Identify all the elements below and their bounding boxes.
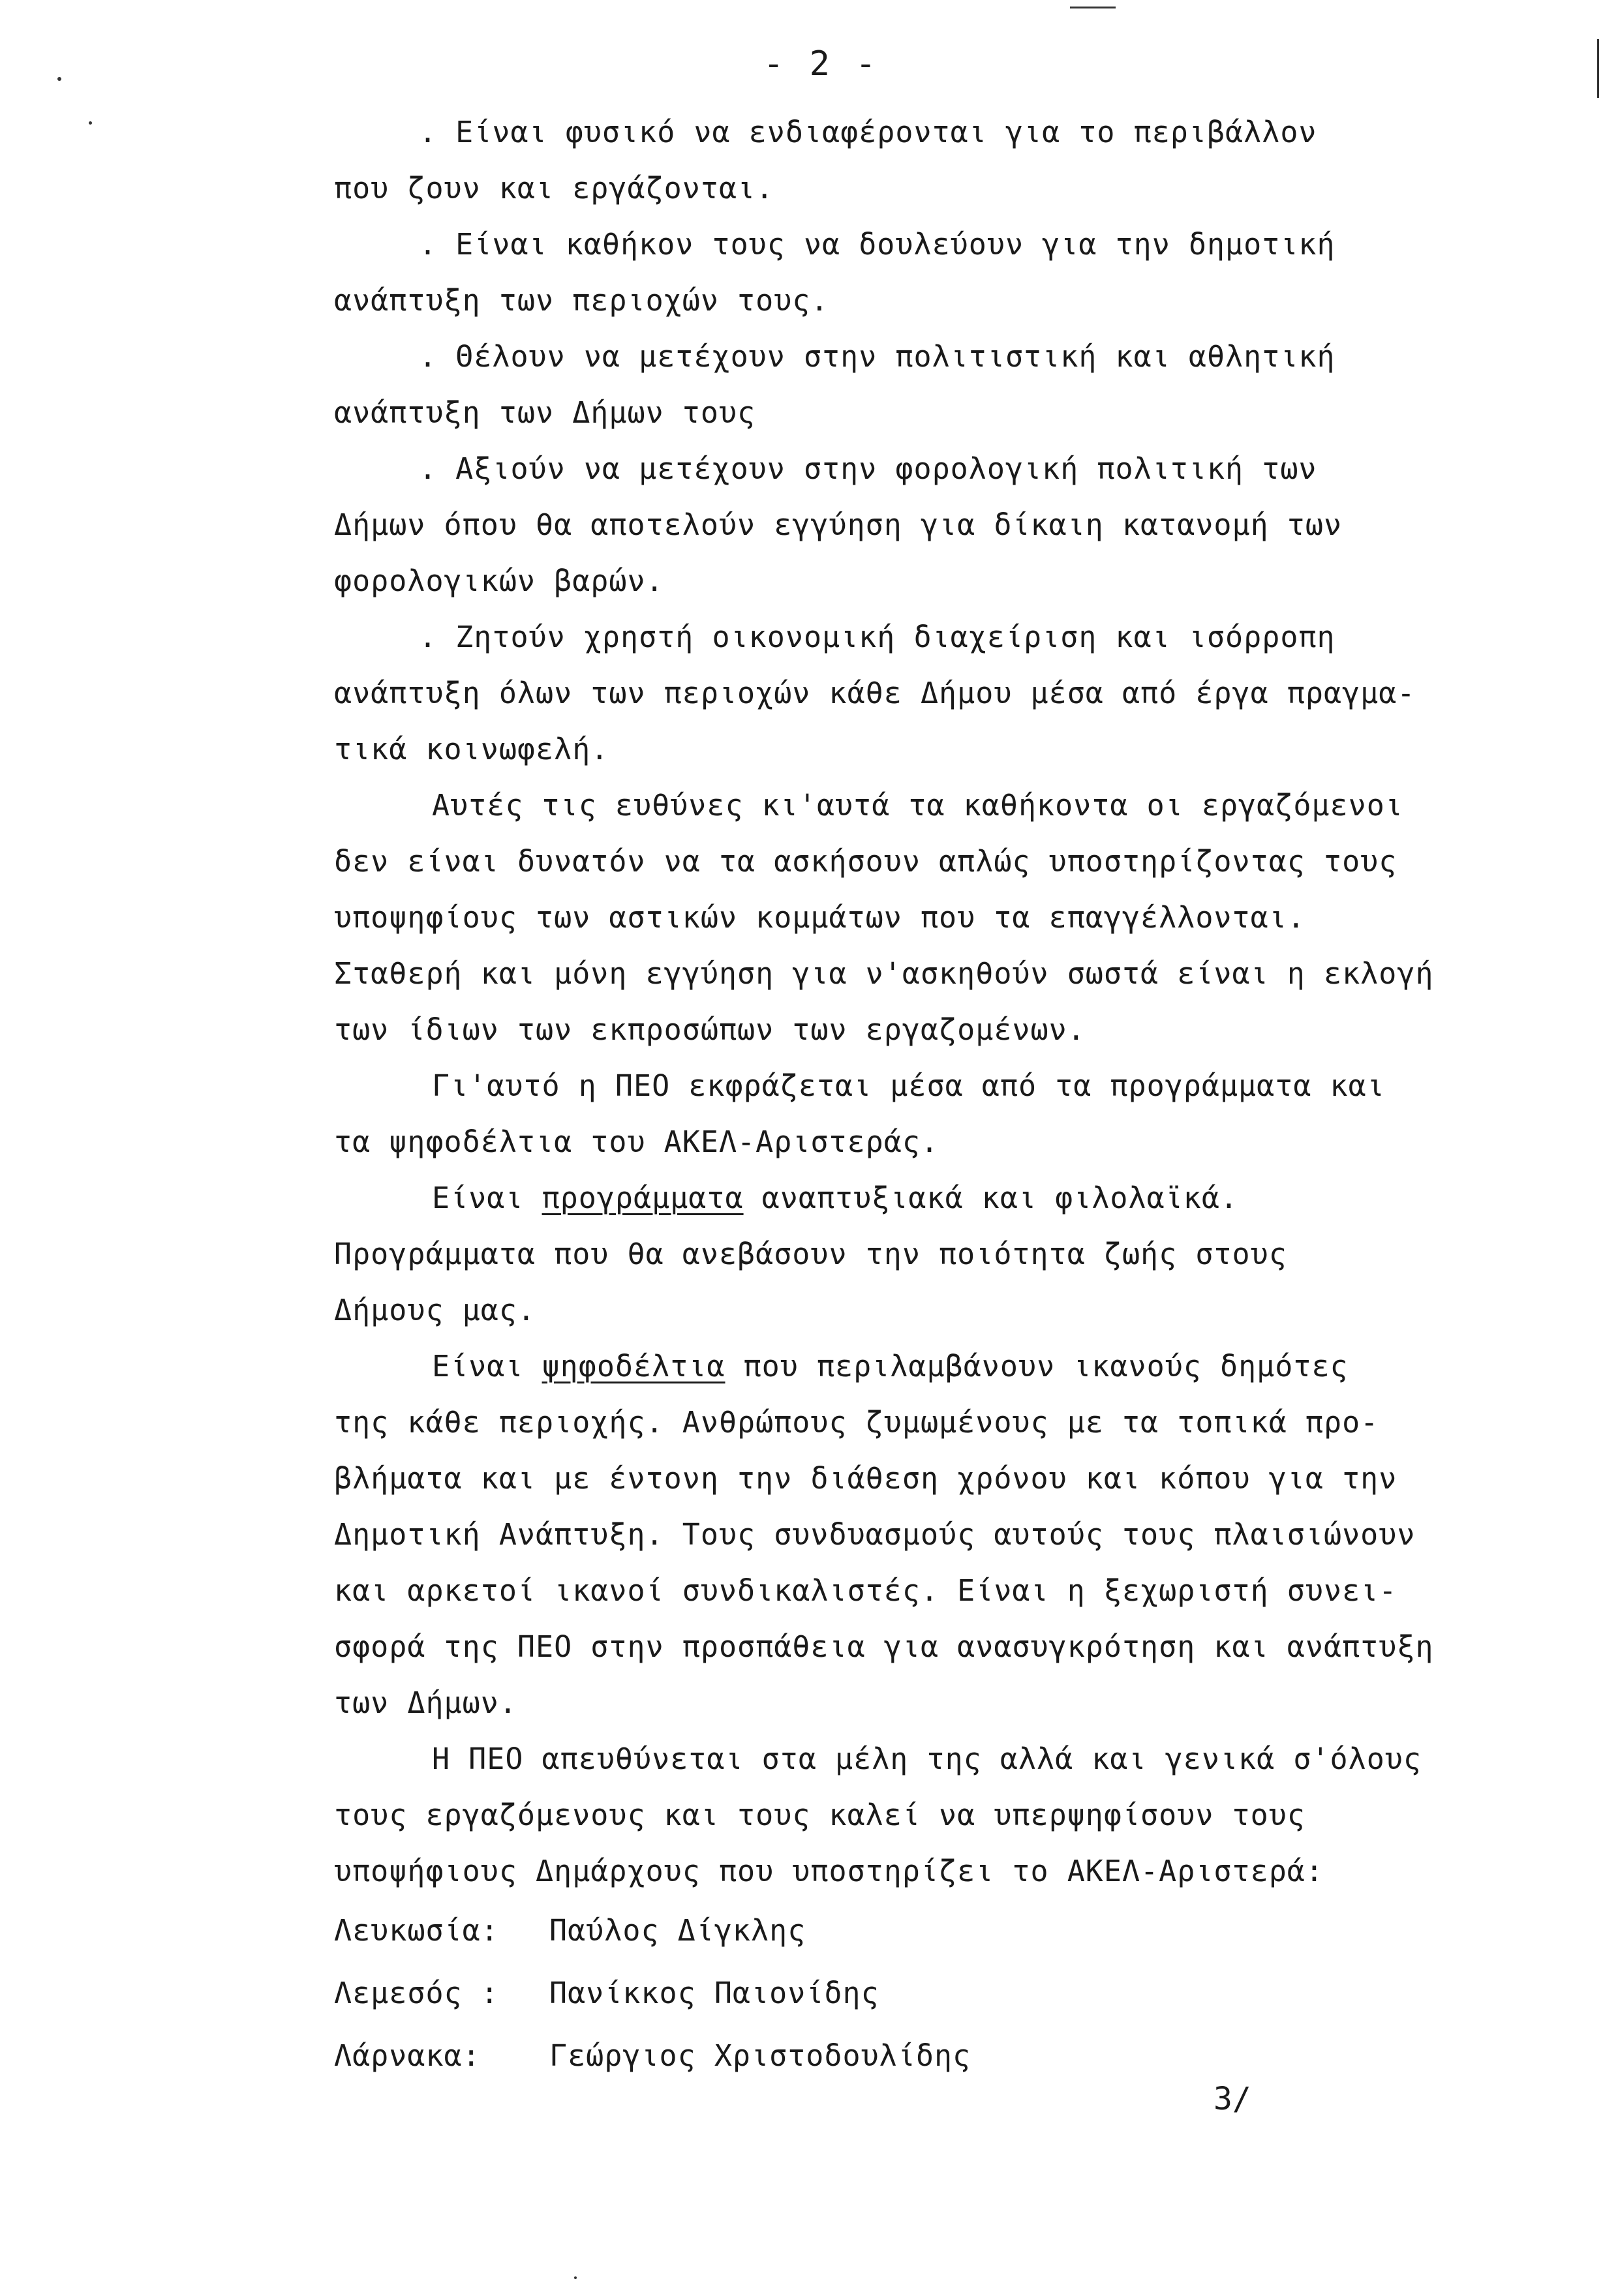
paragraph-programmes: Είναι προγράμματα αναπτυξιακά και φιλολαϊκά. Προγράμματα που θα ανεβάσουν την ποιότητα ζωής στους Δήμους μας. [334, 1170, 1521, 1338]
page-number: - 2 - [763, 44, 879, 83]
bullet-item [419, 441, 1521, 497]
paragraph-line: των ίδιων των εκπροσώπων των εργαζομένων. [334, 1012, 1086, 1047]
paragraph-line: υποψηφίους των αστικών κομμάτων που τα επαγγέλλονται. [334, 900, 1305, 935]
candidate-name: Πανίκκος Παιονίδης [549, 1976, 879, 2010]
bullet-item [419, 329, 1521, 385]
paragraph-line: βλήματα και με έντονη την διάθεση χρόνου και κόπου για την [334, 1461, 1397, 1496]
paragraph-peo-expression [334, 1058, 1521, 1170]
paragraph-line: τους εργαζόμενους και τους καλεί να υπερψηφίσουν τους [334, 1798, 1305, 1832]
bullet-line: . Είναι καθήκον τους να δουλεύουν για την δημοτική [419, 227, 1336, 262]
scan-speck [1070, 7, 1116, 8]
paragraph-line: Προγράμματα που θα ανεβάσουν την ποιότητα ζωής στους [334, 1237, 1287, 1271]
candidate-row [334, 2025, 1521, 2087]
bullet-line: Δήμων όπου θα αποτελούν εγγύηση για δίκαιη κατανομή των [334, 507, 1343, 542]
paragraph-line: δεν είναι δυνατόν να τα ασκήσουν απλώς υποστηρίζοντας τους [334, 844, 1397, 879]
bullet-line: τικά κοινωφελή. [334, 732, 609, 766]
paragraph-line: Η ΠΕΟ απευθύνεται στα μέλη της αλλά και γενικά σ'όλους [432, 1742, 1422, 1776]
paragraph-responsibilities [334, 778, 1521, 1058]
paragraph-line: σφορά της ΠΕΟ στην προσπάθεια για ανασυγκρότηση και ανάπτυξη [334, 1629, 1434, 1664]
paragraph-line: της κάθε περιοχής. Ανθρώπους ζυμωμένους με τα τοπικά προ- [334, 1405, 1379, 1440]
paragraph-line: υποψήφιους Δημάρχους που υποστηρίζει το ΑΚΕΛ-Αριστερά: [334, 1854, 1324, 1888]
scan-speck [57, 77, 61, 81]
paragraph-line: Δήμους μας. [334, 1293, 536, 1327]
bullet-line: φορολογικών βαρών. [334, 564, 664, 598]
candidate-place: Λεμεσός : [334, 1976, 499, 2010]
paragraph-appeal [334, 1731, 1521, 1899]
candidate-name: Παύλος Δίγκλης [549, 1913, 806, 1948]
document-body [334, 104, 1521, 2087]
paragraph-line: και αρκετοί ικανοί συνδικαλιστές. Είναι η ξεχωριστή συνει- [334, 1573, 1397, 1608]
paragraph-line: τα ψηφοδέλτια του ΑΚΕΛ-Αριστεράς. [334, 1125, 939, 1159]
bullet-line: ανάπτυξη των Δήμων τους [334, 395, 756, 430]
continuation-marker: 3/ [1214, 2081, 1251, 2117]
scan-speck [89, 121, 92, 125]
paragraph-line: Σταθερή και μόνη εγγύηση για ν'ασκηθούν σωστά είναι η εκλογή [334, 956, 1434, 991]
candidate-row [334, 1899, 1521, 1962]
bullet-line: ανάπτυξη των περιοχών τους. [334, 283, 829, 318]
bullet-line: . Αξιούν να μετέχουν στην φορολογική πολιτική των [419, 451, 1317, 486]
candidate-place: Λευκωσία: [334, 1913, 499, 1948]
bullet-item [419, 104, 1521, 160]
candidate-list [334, 1899, 1521, 2087]
bullet-line: που ζουν και εργάζονται. [334, 171, 774, 205]
paragraph-line: Αυτές τις ευθύνες κι'αυτά τα καθήκοντα οι εργαζόμενοι [432, 788, 1403, 823]
bullet-line: . Ζητούν χρηστή οικονομική διαχείριση και ισόρροπη [419, 620, 1336, 654]
candidate-row [334, 1962, 1521, 2025]
underlined-term: ψηφοδέλτια [542, 1349, 725, 1383]
bullet-item [419, 609, 1521, 665]
scan-speck [1597, 39, 1599, 98]
bullet-line: . Είναι φυσικό να ενδιαφέρονται για το περιβάλλον [419, 115, 1317, 149]
paragraph-line: Γι'αυτό η ΠΕΟ εκφράζεται μέσα από τα προγράμματα και [432, 1068, 1385, 1103]
bullet-line: . Θέλουν να μετέχουν στην πολιτιστική και αθλητική [419, 339, 1336, 374]
scan-speck [574, 2276, 577, 2279]
candidate-name: Γεώργιος Χριστοδουλίδης [549, 2038, 971, 2073]
bullet-line: ανάπτυξη όλων των περιοχών κάθε Δήμου μέσα από έργα πραγμα- [334, 676, 1416, 710]
paragraph-ballots: Είναι ψηφοδέλτια που περιλαμβάνουν ικανούς δημότες της κάθε περιοχής. Ανθρώπους ζυμωμένους με τα τοπικά προ- βλήματα και με έντονη την διάθεση χρόνου και κόπου για την Δημοτική Ανάπτυξη. Τους συνδυασμούς αυτούς τους πλαισιώνουν και αρκετοί ικανοί συνδικαλιστές. Είναι η ξεχωριστή συνει- σφορά της ΠΕΟ στην προσπάθεια για ανασυγκρότηση και ανάπτυξη των Δήμων. [334, 1338, 1521, 1731]
candidate-place: Λάρνακα: [334, 2038, 481, 2073]
paragraph-line: Δημοτική Ανάπτυξη. Τους συνδυασμούς αυτούς τους πλαισιώνουν [334, 1517, 1416, 1552]
underlined-term: προγράμματα [542, 1181, 744, 1215]
bullet-item [419, 217, 1521, 273]
paragraph-line: των Δήμων. [334, 1685, 517, 1720]
